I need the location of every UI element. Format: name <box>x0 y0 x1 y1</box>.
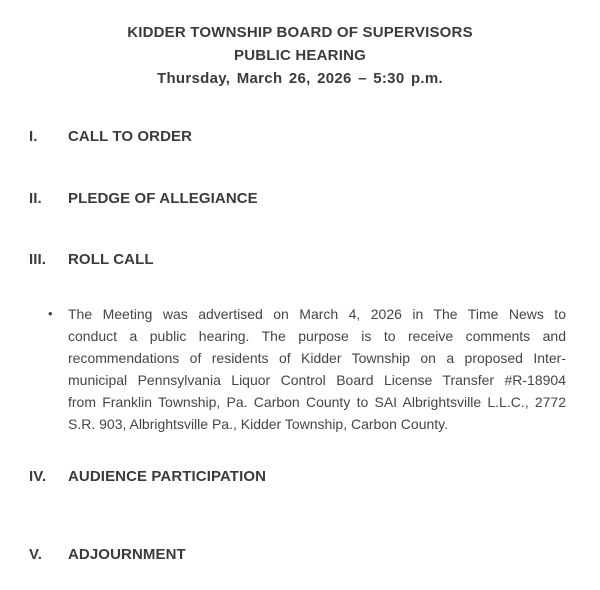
agenda-item-call-to-order <box>0 128 600 145</box>
agenda-item-roll-call <box>0 251 600 268</box>
document-datetime: Thursday, March 26, 2026 – 5:30 p.m. <box>157 70 443 87</box>
document-subtitle: PUBLIC HEARING <box>234 47 366 64</box>
agenda-item-label: PLEDGE OF ALLEGIANCE <box>68 190 258 207</box>
agenda-item-label: AUDIENCE PARTICIPATION <box>68 468 267 485</box>
agenda-item-adjournment <box>0 546 600 563</box>
document-title: KIDDER TOWNSHIP BOARD OF SUPERVISORS <box>127 24 473 41</box>
agenda-item-numeral: V. <box>29 546 42 563</box>
notice-line: municipal Pennsylvania Liquor Control Board License Transfer #R-18904 <box>68 372 566 388</box>
agenda-item-label: ADJOURNMENT <box>68 546 186 563</box>
bullet-marker: • <box>48 306 53 321</box>
agenda-item-numeral: III. <box>29 251 47 268</box>
notice-line: from Franklin Township, Pa. Carbon County to SAI Albrightsville L.L.C., 2772 <box>68 394 566 410</box>
notice-line: S.R. 903, Albrightsville Pa., Kidder Township, Carbon County. <box>68 416 449 432</box>
document-header <box>0 0 600 90</box>
agenda-item-numeral: I. <box>29 128 38 145</box>
meeting-advertisement-notice <box>48 303 566 435</box>
notice-line: recommendations of residents of Kidder Township on a proposed Inter- <box>68 350 566 366</box>
agenda-item-audience-participation <box>0 468 600 485</box>
notice-line: The Meeting was advertised on March 4, 2026 in The Time News to <box>68 306 566 322</box>
agenda-item-pledge-of-allegiance <box>0 190 600 207</box>
agenda-item-label: CALL TO ORDER <box>68 128 193 145</box>
agenda-item-numeral: II. <box>29 190 42 207</box>
notice-line: conduct a public hearing. The purpose is to receive comments and <box>68 328 566 344</box>
agenda-item-label: ROLL CALL <box>68 251 154 268</box>
agenda-item-numeral: IV. <box>29 468 47 485</box>
